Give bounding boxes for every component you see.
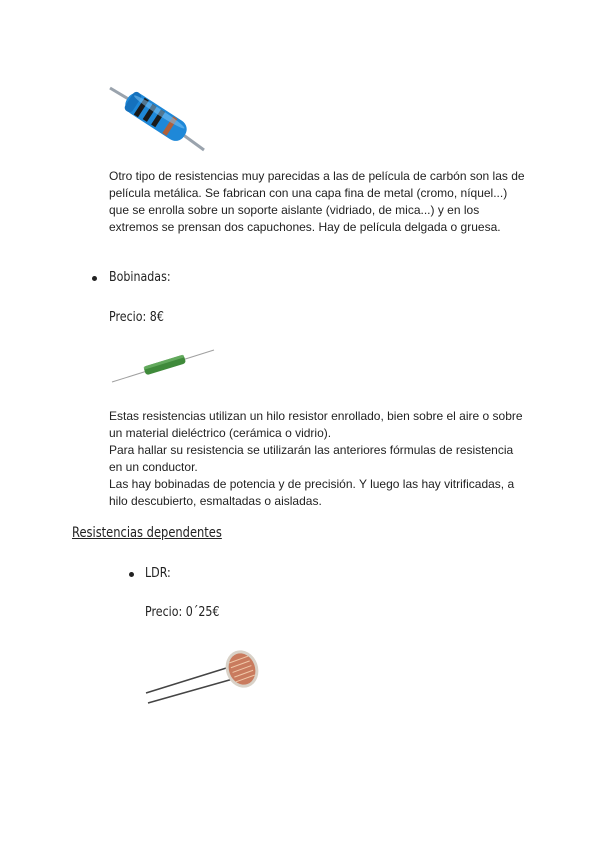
metal-film-paragraph	[109, 168, 525, 236]
section-title: Resistencias dependentes	[72, 525, 222, 541]
paragraph-line: película metálica. Se fabrican con una capa fina de metal (cromo, níquel...)	[109, 186, 508, 200]
paragraph-line: Estas resistencias utilizan un hilo resistor enrollado, bien sobre el aire o sobre	[109, 409, 523, 423]
bullet-dot	[129, 572, 134, 577]
bullet-dot	[92, 276, 97, 281]
paragraph-line: extremos se prensan dos capuchones. Hay de película delgada o gruesa.	[109, 220, 501, 234]
paragraph-line: que se enrolla sobre un soporte aislante (vidriado, de mica...) y en los	[109, 203, 480, 217]
paragraph-line: hilo descubierto, esmaltadas o aisladas.	[109, 494, 322, 508]
bobinadas-heading: Bobinadas:	[109, 269, 171, 285]
metal-film-resistor-image	[108, 84, 206, 154]
bobinadas-price: Precio: 8€	[109, 309, 164, 325]
paragraph-line: Para hallar su resistencia se utilizarán las anteriores fórmulas de resistencia	[109, 443, 514, 457]
paragraph-line: un material dieléctrico (cerámica o vidrio).	[109, 426, 332, 440]
wirewound-resistor-image	[110, 346, 216, 386]
ldr-price: Precio: 0´25€	[145, 604, 220, 620]
paragraph-line: en un conductor.	[109, 460, 198, 474]
paragraph-line: Otro tipo de resistencias muy parecidas a las de película de carbón son las de	[109, 169, 525, 183]
ldr-photoresistor-image	[144, 645, 264, 713]
ldr-heading: LDR:	[145, 565, 171, 581]
paragraph-line: Las hay bobinadas de potencia y de precisión. Y luego las hay vitrificadas, a	[109, 477, 515, 491]
wirewound-paragraph	[109, 408, 523, 510]
